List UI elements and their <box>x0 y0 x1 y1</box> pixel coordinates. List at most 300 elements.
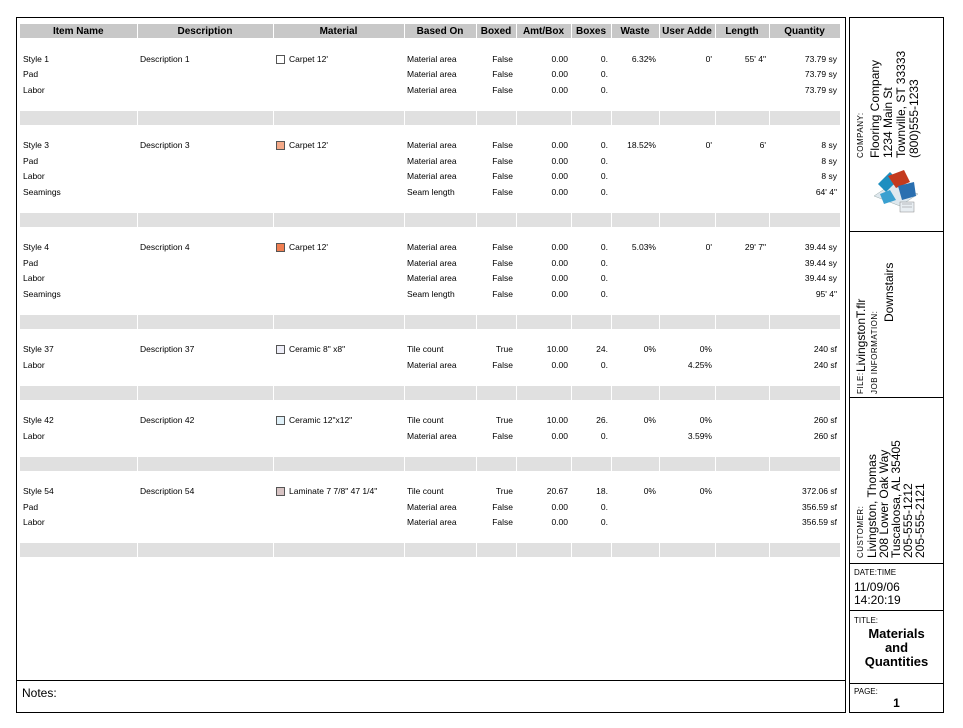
column-header: Item Name <box>20 24 137 38</box>
cell-waste <box>611 255 659 271</box>
spacer-cell <box>404 38 476 51</box>
cell-waste: 0% <box>643 415 656 426</box>
cell-user-added <box>659 169 715 185</box>
company-label: COMPANY: <box>856 112 865 158</box>
spacer-cell <box>611 444 659 457</box>
cell-length <box>715 515 769 531</box>
spacer-cell <box>715 386 769 400</box>
spacer-cell <box>769 213 840 227</box>
spacer-row <box>20 373 840 386</box>
spacer-cell <box>659 400 715 413</box>
cell-description: Description 37 <box>140 344 195 355</box>
cell-based-on: Material area <box>407 430 457 441</box>
cell-amt-box: 10.00 <box>546 344 568 355</box>
spacer-cell <box>516 471 571 484</box>
spacer-cell <box>476 329 516 342</box>
spacer-cell <box>715 302 769 315</box>
cell-based-on: Material area <box>407 69 457 80</box>
spacer-cell <box>611 213 659 227</box>
spacer-cell <box>20 200 137 213</box>
spacer-cell <box>404 373 476 386</box>
cell-amt-box: 0.00 <box>551 242 568 253</box>
spacer-cell <box>715 543 769 557</box>
spacer-cell <box>516 111 571 125</box>
spacer-cell <box>20 315 137 329</box>
column-header: Length <box>715 24 769 38</box>
spacer-cell <box>273 373 404 386</box>
cell-length: 6' <box>759 140 766 151</box>
spacer-cell <box>273 444 404 457</box>
cell-waste: 5.03% <box>631 242 656 253</box>
cell-boxes: 0. <box>600 171 608 182</box>
cell-item: Labor <box>23 430 45 441</box>
spacer-cell <box>476 227 516 240</box>
cell-user-added <box>659 499 715 515</box>
cell-based-on: Material area <box>407 517 457 528</box>
cell-material <box>273 82 404 98</box>
cell-length <box>715 342 769 358</box>
spacer-cell <box>715 373 769 386</box>
spacer-cell <box>273 457 404 471</box>
cell-description <box>137 67 273 83</box>
material-name: Ceramic 12"x12" <box>289 415 353 426</box>
spacer-cell <box>516 400 571 413</box>
spacer-cell <box>659 227 715 240</box>
spacer-cell <box>137 302 273 315</box>
spacer-cell <box>769 543 840 557</box>
cell-material <box>273 169 404 185</box>
spacer-cell <box>20 329 137 342</box>
spacer-cell <box>20 302 137 315</box>
spacer-cell <box>273 302 404 315</box>
spacer-cell <box>611 386 659 400</box>
cell-boxed: False <box>492 84 513 95</box>
cell-amt-box: 0.00 <box>551 359 568 370</box>
cell-user-added <box>659 271 715 287</box>
table-row <box>20 428 840 444</box>
table-row <box>20 169 840 185</box>
spacer-cell <box>571 444 611 457</box>
spacer-cell <box>273 111 404 125</box>
cell-based-on: Tile count <box>407 344 444 355</box>
material-name: Carpet 12' <box>289 53 328 64</box>
spacer-cell <box>571 125 611 138</box>
cell-length <box>715 255 769 271</box>
cell-quantity: 240 sf <box>813 344 837 355</box>
company-phone: (800)555-1233 <box>907 79 921 158</box>
cell-boxed: False <box>492 359 513 370</box>
cell-amt-box: 10.00 <box>546 415 568 426</box>
spacer-cell <box>20 444 137 457</box>
cell-waste: 18.52% <box>627 140 656 151</box>
cell-boxes: 0. <box>600 140 608 151</box>
job-value: Downstairs <box>882 262 896 322</box>
cell-amt-box: 0.00 <box>551 171 568 182</box>
spacer-cell <box>516 457 571 471</box>
spacer-cell <box>137 111 273 125</box>
spacer-cell <box>659 111 715 125</box>
spacer-cell <box>715 213 769 227</box>
cell-description <box>137 271 273 287</box>
spacer-cell <box>20 457 137 471</box>
cell-description: Description 54 <box>140 486 195 497</box>
cell-description <box>137 184 273 200</box>
cell-length <box>715 413 769 429</box>
spacer-cell <box>659 125 715 138</box>
spacer-cell <box>476 111 516 125</box>
cell-description <box>137 82 273 98</box>
cell-item: Pad <box>23 501 39 512</box>
spacer-cell <box>571 213 611 227</box>
spacer-cell <box>137 457 273 471</box>
column-header: Waste <box>611 24 659 38</box>
spacer-cell <box>273 386 404 400</box>
spacer-cell <box>659 444 715 457</box>
spacer-cell <box>769 38 840 51</box>
spacer-cell <box>611 373 659 386</box>
spacer-cell <box>137 444 273 457</box>
cell-based-on: Material area <box>407 53 457 64</box>
cell-boxes: 0. <box>600 501 608 512</box>
spacer-cell <box>611 200 659 213</box>
cell-based-on: Material area <box>407 273 457 284</box>
info-sidebar <box>849 17 944 713</box>
cell-based-on: Seam length <box>407 288 455 299</box>
spacer-cell <box>273 98 404 111</box>
cell-quantity: 356.59 sf <box>802 517 837 528</box>
spacer-cell <box>571 386 611 400</box>
cell-quantity: 64' 4" <box>815 186 837 197</box>
cell-quantity: 95' 4" <box>815 288 837 299</box>
cell-material <box>273 255 404 271</box>
spacer-cell <box>611 38 659 51</box>
cell-boxed: False <box>492 517 513 528</box>
cell-boxed: False <box>492 155 513 166</box>
cell-item: Style 4 <box>23 242 49 253</box>
spacer-cell <box>659 457 715 471</box>
customer-label: CUSTOMER: <box>856 505 865 558</box>
spacer-cell <box>715 111 769 125</box>
spacer-cell <box>571 400 611 413</box>
spacer-row <box>20 530 840 543</box>
spacer-cell <box>516 213 571 227</box>
spacer-cell <box>516 227 571 240</box>
cell-boxed: False <box>492 288 513 299</box>
cell-boxes: 0. <box>600 273 608 284</box>
cell-item: Labor <box>23 517 45 528</box>
cell-waste: 6.32% <box>631 53 656 64</box>
cell-description <box>137 357 273 373</box>
spacer-cell <box>769 457 840 471</box>
cell-material <box>273 413 404 429</box>
table-row <box>20 255 840 271</box>
cell-user-added: 0% <box>699 415 712 426</box>
spacer-cell <box>659 373 715 386</box>
spacer-cell <box>715 444 769 457</box>
cell-quantity: 73.79 sy <box>804 84 837 95</box>
cell-item: Labor <box>23 171 45 182</box>
cell-waste <box>611 184 659 200</box>
cell-user-added: 4.25% <box>687 359 712 370</box>
spacer-cell <box>20 38 137 51</box>
spacer-cell <box>476 98 516 111</box>
spacer-cell <box>516 315 571 329</box>
customer-city: Tuscaloosa, AL 35405 <box>889 440 903 558</box>
spacer-cell <box>715 98 769 111</box>
file-value: LivingstonT.flr <box>854 298 868 372</box>
material-name: Ceramic 8" x8" <box>289 344 346 355</box>
page-section <box>850 684 943 712</box>
spacer-row <box>20 38 840 51</box>
cell-based-on: Tile count <box>407 486 444 497</box>
cell-boxed: False <box>492 53 513 64</box>
spacer-cell <box>273 227 404 240</box>
company-section <box>850 18 943 232</box>
spacer-cell <box>476 315 516 329</box>
cell-quantity: 260 sf <box>813 430 837 441</box>
cell-length <box>715 499 769 515</box>
cell-item: Seamings <box>23 186 61 197</box>
material-swatch <box>276 141 285 150</box>
cell-material <box>273 342 404 358</box>
spacer-cell <box>571 302 611 315</box>
cell-based-on: Tile count <box>407 415 444 426</box>
cell-description <box>137 255 273 271</box>
cell-based-on: Material area <box>407 501 457 512</box>
cell-description <box>137 428 273 444</box>
spacer-cell <box>273 471 404 484</box>
cell-material <box>273 184 404 200</box>
cell-item: Pad <box>23 257 39 268</box>
spacer-cell <box>137 543 273 557</box>
cell-material <box>273 138 404 154</box>
cell-boxes: 0. <box>600 242 608 253</box>
spacer-cell <box>137 373 273 386</box>
cell-user-added <box>659 82 715 98</box>
cell-material <box>273 484 404 500</box>
cell-item: Pad <box>23 69 39 80</box>
title-line-2: and <box>884 640 909 655</box>
title-section <box>850 611 943 684</box>
cell-boxed: False <box>492 242 513 253</box>
spacer-cell <box>571 530 611 543</box>
cell-length <box>715 169 769 185</box>
spacer-cell <box>769 200 840 213</box>
cell-amt-box: 0.00 <box>551 140 568 151</box>
spacer-cell <box>137 530 273 543</box>
cell-material <box>273 67 404 83</box>
cell-user-added: 0' <box>705 242 712 253</box>
cell-length <box>715 286 769 302</box>
materials-table <box>20 24 841 557</box>
spacer-cell <box>476 530 516 543</box>
spacer-cell <box>769 471 840 484</box>
cell-user-added <box>659 184 715 200</box>
spacer-cell <box>273 200 404 213</box>
cell-quantity: 8 sy <box>821 155 837 166</box>
spacer-row <box>20 98 840 111</box>
column-header: Boxed <box>476 24 516 38</box>
spacer-cell <box>611 111 659 125</box>
table-row <box>20 153 840 169</box>
cell-material <box>273 51 404 67</box>
spacer-cell <box>769 315 840 329</box>
cell-description <box>137 169 273 185</box>
spacer-cell <box>20 373 137 386</box>
cell-waste <box>611 169 659 185</box>
cell-boxed: False <box>492 69 513 80</box>
cell-item: Style 3 <box>23 140 49 151</box>
spacer-cell <box>20 543 137 557</box>
spacer-cell <box>769 98 840 111</box>
file-section <box>850 232 943 398</box>
cell-amt-box: 0.00 <box>551 501 568 512</box>
cell-boxes: 0. <box>600 288 608 299</box>
cell-user-added: 0' <box>705 53 712 64</box>
spacer-cell <box>137 386 273 400</box>
table-row <box>20 484 840 500</box>
spacer-cell <box>404 530 476 543</box>
column-header: Boxes <box>571 24 611 38</box>
spacer-cell <box>611 98 659 111</box>
cell-boxed: True <box>495 486 513 497</box>
cell-amt-box: 0.00 <box>551 430 568 441</box>
cell-quantity: 73.79 sy <box>804 69 837 80</box>
cell-length <box>715 428 769 444</box>
spacer-cell <box>611 227 659 240</box>
spacer-cell <box>611 125 659 138</box>
spacer-cell <box>476 543 516 557</box>
cell-material <box>273 286 404 302</box>
material-name: Carpet 12' <box>289 140 328 151</box>
table-header-row <box>20 24 840 38</box>
cell-length <box>715 357 769 373</box>
spacer-cell <box>476 302 516 315</box>
group-separator <box>20 111 840 125</box>
cell-based-on: Material area <box>407 359 457 370</box>
group-separator <box>20 543 840 557</box>
table-row <box>20 515 840 531</box>
cell-amt-box: 0.00 <box>551 155 568 166</box>
cell-waste <box>611 271 659 287</box>
cell-description: Description 4 <box>140 242 190 253</box>
spacer-cell <box>516 329 571 342</box>
spacer-cell <box>273 213 404 227</box>
spacer-cell <box>404 315 476 329</box>
cell-waste <box>611 67 659 83</box>
cell-material <box>273 515 404 531</box>
cell-description: Description 42 <box>140 415 195 426</box>
date-value: 11/09/06 <box>854 580 900 594</box>
spacer-cell <box>611 457 659 471</box>
company-name: Flooring Company <box>868 59 882 158</box>
cell-waste <box>611 499 659 515</box>
spacer-cell <box>516 386 571 400</box>
spacer-cell <box>516 530 571 543</box>
spacer-row <box>20 125 840 138</box>
cell-length <box>715 67 769 83</box>
spacer-row <box>20 444 840 457</box>
spacer-row <box>20 227 840 240</box>
spacer-cell <box>137 471 273 484</box>
cell-description: Description 1 <box>140 53 190 64</box>
spacer-cell <box>715 530 769 543</box>
spacer-cell <box>769 530 840 543</box>
spacer-cell <box>273 125 404 138</box>
spacer-row <box>20 471 840 484</box>
cell-item: Style 54 <box>23 486 54 497</box>
spacer-cell <box>659 302 715 315</box>
spacer-cell <box>516 543 571 557</box>
cell-waste <box>611 357 659 373</box>
spacer-cell <box>516 38 571 51</box>
spacer-cell <box>476 457 516 471</box>
spacer-cell <box>769 227 840 240</box>
cell-based-on: Material area <box>407 155 457 166</box>
cell-user-added: 0% <box>699 486 712 497</box>
company-city: Townville, ST 33333 <box>894 50 908 158</box>
cell-user-added <box>659 255 715 271</box>
spacer-cell <box>137 38 273 51</box>
cell-user-added <box>659 286 715 302</box>
cell-based-on: Material area <box>407 140 457 151</box>
company-street: 1234 Main St <box>881 87 895 158</box>
datetime-label: DATE:TIME <box>854 568 897 577</box>
table-row <box>20 357 840 373</box>
cell-amt-box: 0.00 <box>551 273 568 284</box>
cell-item: Labor <box>23 359 45 370</box>
cell-quantity: 356.59 sf <box>802 501 837 512</box>
cell-user-added: 0' <box>705 140 712 151</box>
cell-user-added: 0% <box>699 344 712 355</box>
cell-quantity: 260 sf <box>813 415 837 426</box>
cell-item: Labor <box>23 84 45 95</box>
cell-boxes: 0. <box>600 430 608 441</box>
spacer-cell <box>476 373 516 386</box>
customer-section <box>850 398 943 564</box>
spacer-cell <box>571 457 611 471</box>
title-label: TITLE: <box>854 616 879 625</box>
cell-boxed: False <box>492 501 513 512</box>
cell-quantity: 73.79 sy <box>804 53 837 64</box>
cell-description: Description 3 <box>140 140 190 151</box>
spacer-cell <box>571 38 611 51</box>
spacer-cell <box>571 111 611 125</box>
spacer-cell <box>20 213 137 227</box>
spacer-cell <box>404 213 476 227</box>
cell-amt-box: 0.00 <box>551 186 568 197</box>
table-row <box>20 138 840 154</box>
spacer-cell <box>769 329 840 342</box>
spacer-cell <box>571 200 611 213</box>
material-swatch <box>276 55 285 64</box>
cell-boxes: 0. <box>600 517 608 528</box>
spacer-cell <box>659 315 715 329</box>
spacer-cell <box>516 200 571 213</box>
spacer-cell <box>20 111 137 125</box>
cell-item: Seamings <box>23 288 61 299</box>
cell-based-on: Material area <box>407 257 457 268</box>
title-line-1: Materials <box>868 626 925 641</box>
cell-boxed: False <box>492 273 513 284</box>
spacer-cell <box>404 386 476 400</box>
cell-boxed: True <box>495 344 513 355</box>
cell-material <box>273 271 404 287</box>
datetime-section <box>850 564 943 611</box>
spacer-cell <box>571 329 611 342</box>
cell-boxes: 0. <box>600 257 608 268</box>
cell-length: 29' 7" <box>744 242 766 253</box>
